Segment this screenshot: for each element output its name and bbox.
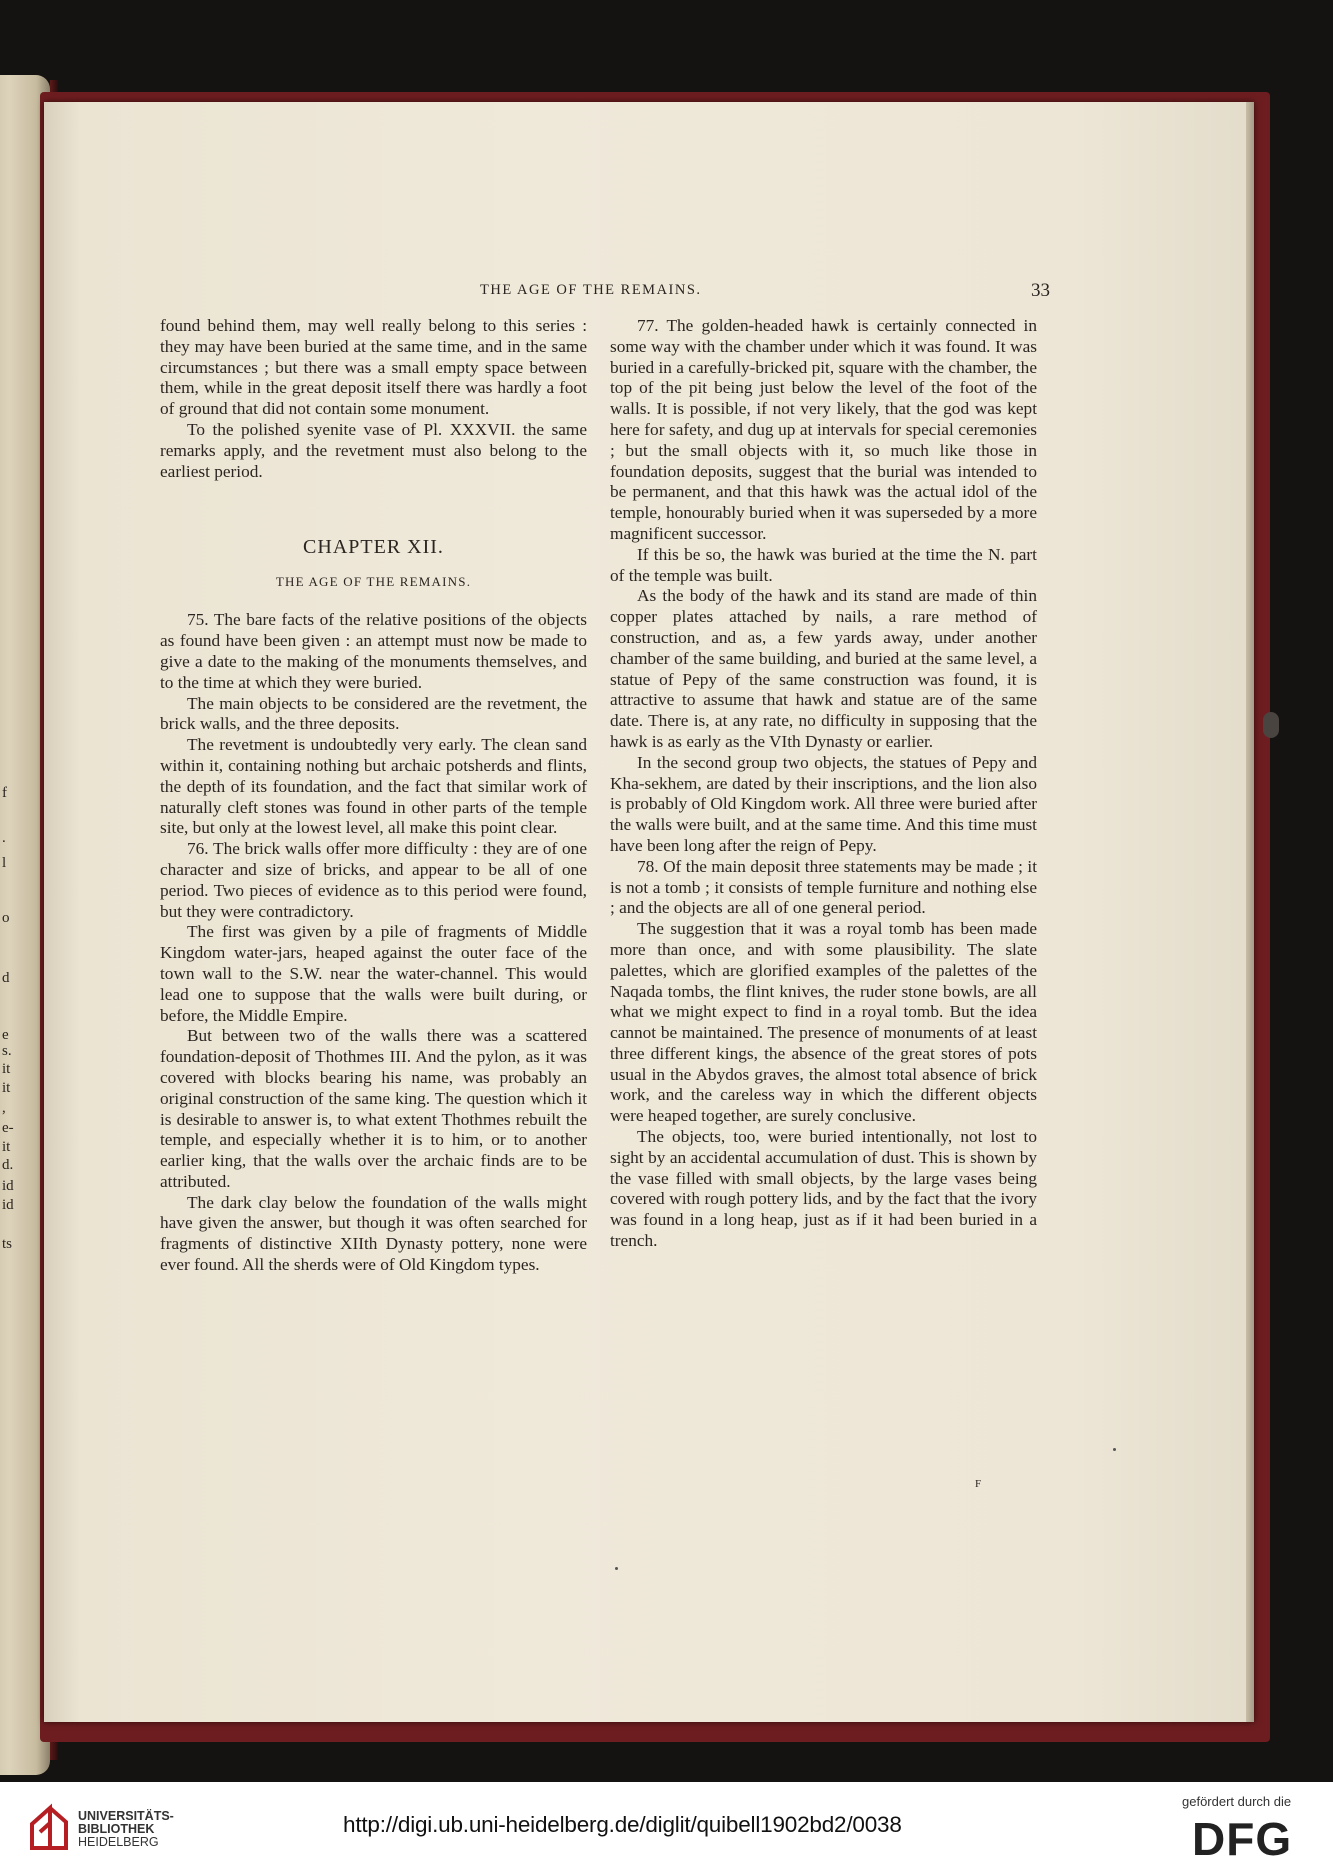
university-library-logo-icon[interactable] bbox=[26, 1802, 74, 1854]
body-paragraph: The main objects to be considered are the revetment, the brick walls, and the three deposits. bbox=[160, 693, 587, 734]
body-paragraph: The revetment is undoubtedly very early. The clean sand within it, containing nothing but archaic potsherds and flints, the depth of its foundation, and the fact that similar work of naturally cleft stones was found in other parts of the temple site, but only at the lowest level, all make this point clear. bbox=[160, 735, 587, 838]
page-edge-strip bbox=[1246, 102, 1254, 1722]
stray-dot bbox=[1113, 1448, 1116, 1451]
body-paragraph: The first was given by a pile of fragments of Middle Kingdom water-jars, heaped against the outer face of the town wall to the S.W. near the water-channel. This would lead one to suppose that the walls were built during, or before, the Middle Empire. bbox=[160, 922, 587, 1025]
permalink-url[interactable]: http://digi.ub.uni-heidelberg.de/diglit/quibell1902bd2/0038 bbox=[343, 1812, 902, 1837]
left-page-letter: it bbox=[2, 1061, 11, 1077]
left-page-letter: it bbox=[2, 1080, 11, 1096]
body-paragraph: As the body of the hawk and its stand are made of thin copper plates attached by nails, a rare method of construction, and as, a few yards away, under another chamber of the same building, and buried at the same level, a statue of Pepy of the same construction was found, it is attractive to assume that hawk and statue are of the same date. There is, at any rate, no difficulty in supposing that the hawk is as early as the VIth Dynasty or earlier. bbox=[610, 586, 1037, 751]
body-paragraph: The dark clay below the foundation of the walls might have given the answer, but though it was often searched for fragments of distinctive XIIth Dynasty pottery, none were ever found. All the sherds were of Old Kingdom types. bbox=[160, 1192, 587, 1275]
running-title: THE AGE OF THE REMAINS. bbox=[480, 282, 702, 298]
body-paragraph: If this be so, the hawk was buried at the time the N. part of the temple was built. bbox=[610, 544, 1037, 585]
body-paragraph: In the second group two objects, the statues of Pepy and Kha-sekhem, are dated by their inscriptions, and the lion also is probably of Old Kingdom work. All three were buried after the walls were built, and at the same time. And this time must have been long after the reign of Pepy. bbox=[610, 752, 1037, 855]
body-paragraph: 78. Of the main deposit three statements may be made ; it is not a tomb ; it consists of temple furniture and nothing else ; and the objects are all of one general period. bbox=[610, 856, 1037, 918]
library-line-3: HEIDELBERG bbox=[78, 1835, 159, 1849]
library-line-1: UNIVERSITÄTS- bbox=[78, 1809, 174, 1823]
left-page-letter: d. bbox=[2, 1157, 14, 1173]
right-text-column bbox=[610, 316, 1037, 1252]
body-paragraph: 76. The brick walls offer more difficulty : they are of one character and size of bricks, and appear to be all of one period. Two pieces of evidence as to this period were found, but they were contradictory. bbox=[160, 839, 587, 921]
left-page-letter: d bbox=[2, 970, 10, 986]
signature-mark: F bbox=[975, 1478, 982, 1490]
chapter-subheading: THE AGE OF THE REMAINS. bbox=[275, 574, 472, 590]
body-paragraph: To the polished syenite vase of Pl. XXXVII. the same remarks apply, and the revetment must also belong to the earliest period. bbox=[160, 419, 587, 481]
left-page-letter: s. bbox=[2, 1043, 12, 1059]
body-paragraph: The objects, too, were buried intentionally, not lost to sight by an accidental accumulation of dust. This is shown by the vase filled with small objects, by the large vases being covered with rough pottery lids, and by the fact that the ivory was found in a long heap, just as if it had been buried in a trench. bbox=[610, 1127, 1037, 1251]
left-page-letter: e bbox=[2, 1027, 9, 1043]
left-page-letter: l bbox=[2, 855, 7, 871]
footer-bar bbox=[0, 1782, 1333, 1874]
left-page-letter: it bbox=[2, 1139, 11, 1155]
body-paragraph: The suggestion that it was a royal tomb has been made more than once, and with some plausibility. The slate palettes, which are glorified examples of the palettes of the Naqada tombs, the flint knives, the ruder stone bowls, are all what we might expect to find in a royal tomb. But the idea cannot be maintained. The presence of monuments of at least three different kings, the absence of the great stores of pots usual in the Abydos graves, the almost total absence of brick work, and the careless way in which the different objects were heaped together, are surely conclusive. bbox=[610, 919, 1037, 1126]
page-number: 33 bbox=[1031, 280, 1050, 301]
binding-clip bbox=[1263, 712, 1279, 738]
body-paragraph: 75. The bare facts of the relative positions of the objects as found have been given : an attempt must now be made to give a date to the making of the monuments themselves, and to the time at which they were buried. bbox=[160, 610, 587, 692]
page-header bbox=[160, 280, 1050, 302]
left-page-letter: , bbox=[2, 1100, 6, 1116]
left-page-letter: ts bbox=[2, 1236, 13, 1252]
body-paragraph: found behind them, may well really belong to this series : they may have been buried at the same time, and in the same circumstances ; but there was a small empty space between them, while in the great deposit itself there was hardly a foot of ground that did not contain some monument. bbox=[160, 316, 587, 419]
left-text-column bbox=[160, 316, 587, 1276]
library-line-2: BIBLIOTHEK bbox=[78, 1822, 155, 1836]
left-page-letter: id bbox=[2, 1197, 14, 1213]
body-paragraph: 77. The golden-headed hawk is certainly connected in some way with the chamber under which it was found. It was buried in a carefully-bricked pit, square with the chamber, the top of the pit being just below the level of the foot of the walls. It is possible, if not very likely, that the god was kept here for safety, and dug up at intervals for special ceremonies ; but the small objects with it, so much like those in foundation deposits, suggest that the burial was intended to be permanent, and that this hawk was the actual idol of the temple, honourably buried when it was superseded by a more magnificent successor. bbox=[610, 316, 1037, 543]
chapter-heading: CHAPTER XII. bbox=[303, 536, 444, 559]
left-page-letter: e- bbox=[2, 1120, 14, 1136]
stray-dot bbox=[615, 1567, 618, 1570]
dfg-logo[interactable]: DFG bbox=[1192, 1813, 1293, 1865]
funded-by-label: gefördert durch die bbox=[1182, 1794, 1292, 1809]
left-page-letter: o bbox=[2, 910, 10, 926]
left-page-letter: f bbox=[2, 785, 7, 801]
body-paragraph: But between two of the walls there was a scattered foundation-deposit of Thothmes III. And the pylon, as it was covered with blocks bearing his name, was probably an original construction of the same king. The question which it is desirable to answer is, to what extent Thothmes rebuilt the temple, and especially whether it is to him, or to another earlier king, that the walls over the archaic finds are to be attributed. bbox=[160, 1026, 587, 1191]
left-page-letter: id bbox=[2, 1178, 14, 1194]
left-page-letter: . bbox=[2, 830, 6, 846]
university-library-name[interactable] bbox=[78, 1810, 174, 1849]
